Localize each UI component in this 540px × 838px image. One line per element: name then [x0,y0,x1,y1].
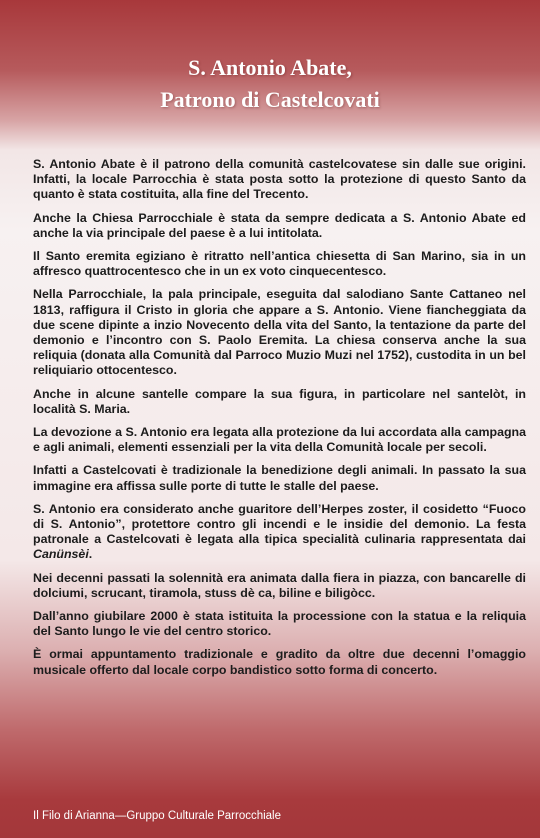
dish-name: Canünsèi [33,547,89,562]
paragraph: Nei decenni passati la solennità era animata dalla fiera in piazza, con bancarelle di dolciumi, scrucant, tiramola, stuss dè ca, biline e biligòcc. [33,570,526,600]
paragraph: La devozione a S. Antonio era legata alla protezione da lui accordata alla campagna e agli animali, elementi essenziali per la vita della Comunità locale per secoli. [33,425,526,455]
paragraph: Il Santo eremita egiziano è ritratto nell’antica chiesetta di San Marino, sia in un affresco quattrocentesco che in un ex voto cinquecentesco. [33,249,526,279]
paragraph: Nella Parrocchiale, la pala principale, eseguita dal salodiano Sante Cattaneo nel 1813, raffigura il Cristo in gloria che appare a S. Antonio. Viene fiancheggiata da due scene dipinte a inzio Novecento della vita del Santo, la tentazione da parte del demonio e l’incontro con S. Paolo Eremita. La chiesa conserva anche la sua reliquia (donata alla Comunità dal Parroco Muzio Muzi nel 1752), custodita in un bel reliquiario ottocentesco. [33,287,526,378]
paragraph: Infatti a Castelcovati è tradizionale la benedizione degli animali. In passato la sua immagine era affissa sulle porte di tutte le stalle del paese. [33,463,526,493]
paragraph-text: . [88,547,93,562]
footer-credit: Il Filo di Arianna—Gruppo Culturale Parrocchiale [33,810,282,822]
paragraph: Dall’anno giubilare 2000 è stata istituita la processione con la statua e la reliquia del Santo lungo le vie del centro storico. [33,609,526,639]
page-title [0,52,540,116]
paragraph-herpes [33,502,526,563]
title-line-1: S. Antonio Abate, [188,55,352,80]
paragraph-text: S. Antonio era considerato anche guaritore dell’Herpes zoster, il cosidetto “Fuoco di S. Antonio”, protettore contro gli incendi e le insidie del demonio. La festa patronale a Castelcovati è legata alla tipica specialità culinaria rappresentata dai [33,501,526,547]
paragraph: È ormai appuntamento tradizionale e gradito da oltre due decenni l’omaggio musicale offerto dal locale corpo bandistico sotto forma di concerto. [33,647,526,677]
paragraph: S. Antonio Abate è il patrono della comunità castelcovatese sin dalle sue origini. Infatti, la locale Parrocchia è stata posta sotto la protezione di questo Santo da quanto è stata costituita, alla fine del Trecento. [33,157,526,202]
paragraph: Anche in alcune santelle compare la sua figura, in particolare nel santelòt, in località S. Maria. [33,386,526,416]
article-body [33,157,526,686]
title-line-2: Patrono di Castelcovati [160,87,380,112]
paragraph: Anche la Chiesa Parrocchiale è stata da sempre dedicata a S. Antonio Abate ed anche la via principale del paese è a lui intitolata. [33,210,526,240]
